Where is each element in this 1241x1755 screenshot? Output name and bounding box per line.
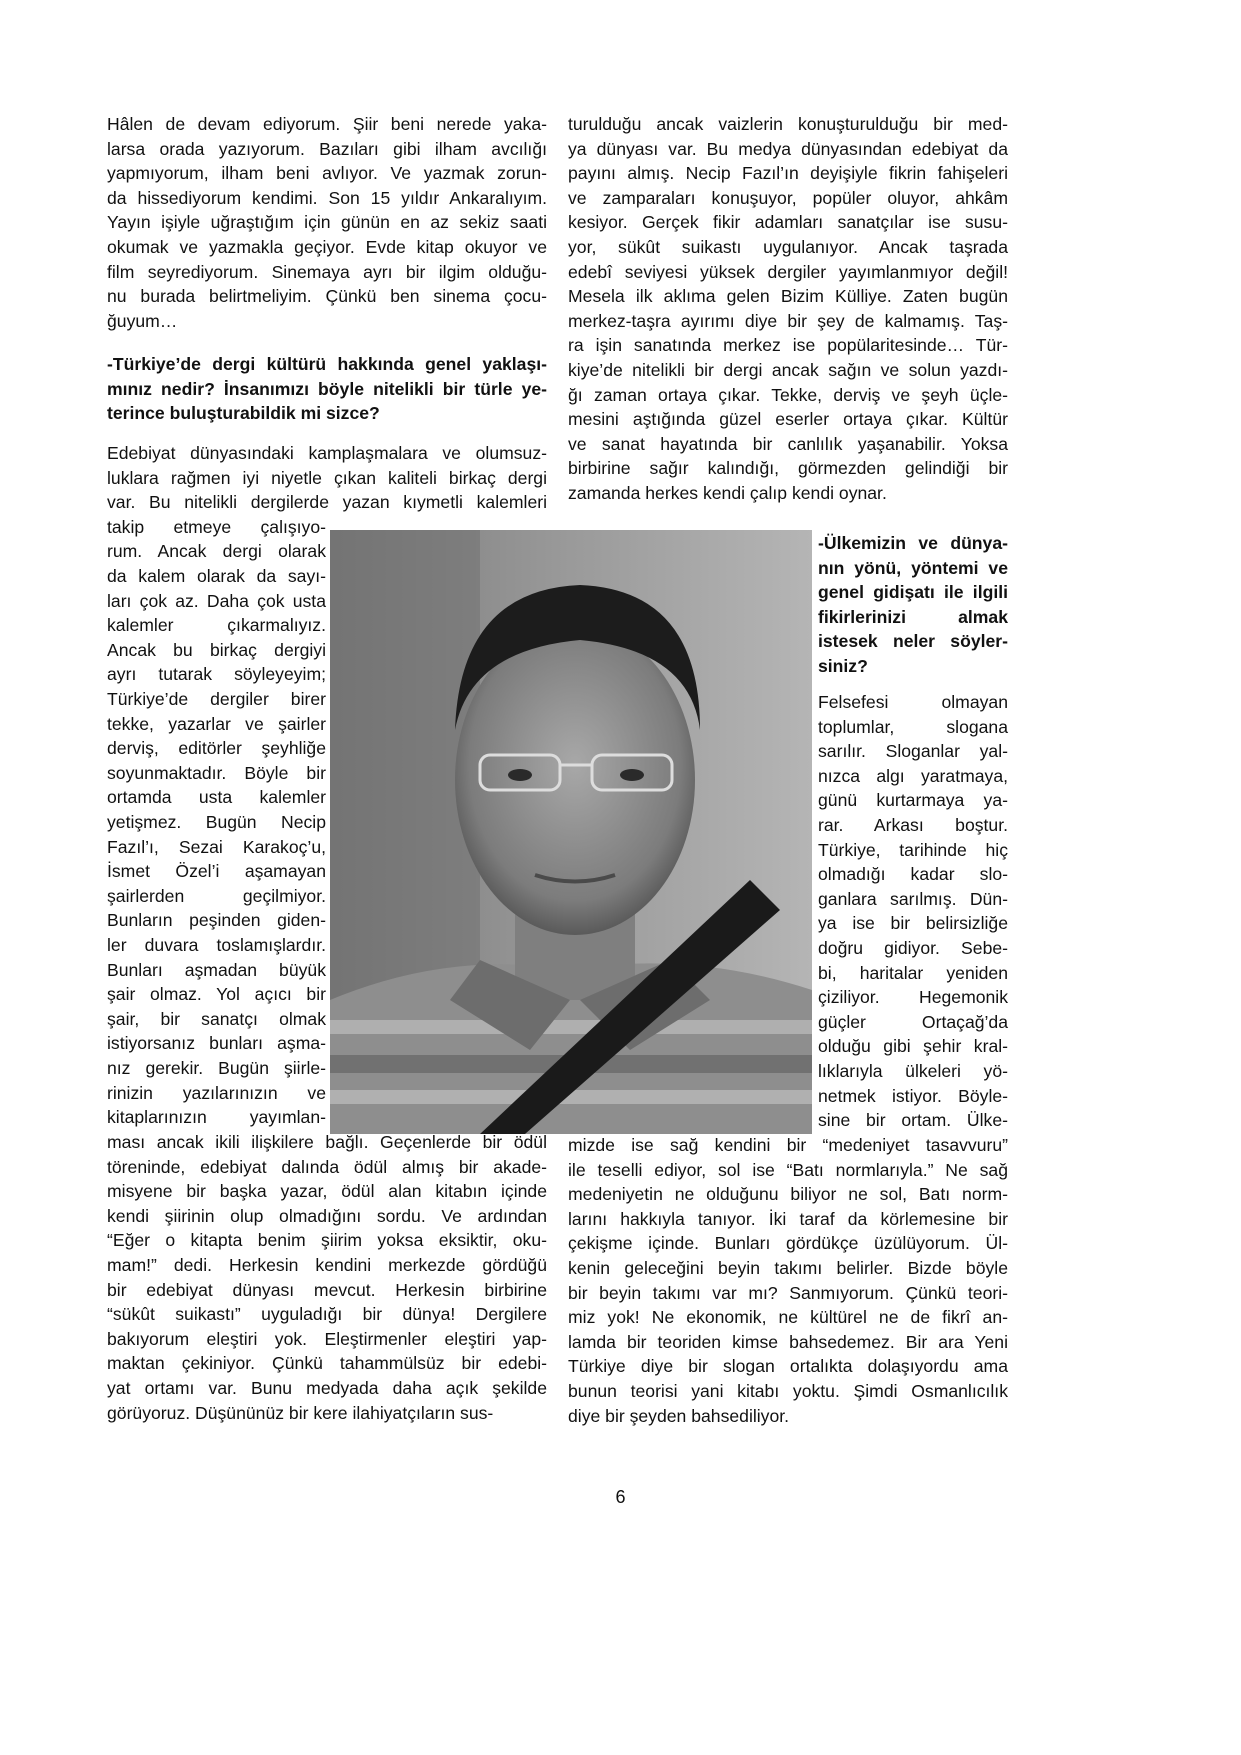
question-line: -Ülkemizin ve dünya- [818,533,1008,553]
paragraph-line: merkez-taşra ayırımı diye bir şey de kalmamış. Taş- [568,310,1008,331]
paragraph-line: rar. Arkası boştur. [818,815,1008,835]
paragraph-line: yetişmez. Bugün Necip [107,812,326,832]
paragraph-line: mizde ise sağ kendini bir “medeniyet tasavvuru” [568,1135,1008,1155]
paragraph-line: medeniyetin ne olduğunu biliyor ne sol, Batı norm- [568,1184,1008,1205]
paragraph-line: töreninde, edebiyat dalında ödül almış bir akade- [107,1156,547,1177]
question-line: nın yönü, yöntemi ve [818,557,1008,578]
paragraph-line: çekişme içinde. Bunları gördükçe üzülüyorum. Ül- [568,1233,1008,1254]
question-line: siniz? [818,656,868,676]
paragraph-line: ve sanat hayatında bir canlılık yaşanabilir. Yoksa [568,433,1008,454]
paragraph-line: ile teselli ediyor, sol ise “Batı normlarıyla.” Ne sağ [568,1159,1008,1180]
question-line: terince buluşturabildik mi sizce? [107,403,380,424]
paragraph-line: ayrı tutarak söyleyeyim; [107,664,326,685]
paragraph-line: larsa orada yazıyorum. Bazıları gibi ilham avcılığı [107,138,547,159]
paragraph-line: ganlara sarılmış. Dün- [818,888,1008,909]
paragraph-line: maktan çekiniyor. Çünkü tahammülsüz bir edebi- [107,1353,547,1374]
paragraph-line: luklara rağmen iyi niyetle çıkan kaliteli birkaç dergi [107,467,547,488]
paragraph-line: tekke, yazarlar ve şairler [107,713,326,734]
paragraph-line: birbirine sağır kalındığı, görmezden gelindiği bir [568,458,1008,479]
paragraph-line: film seyrediyorum. Sinemaya ayrı bir ilgim olduğu- [107,261,547,282]
paragraph-line: ğuyum… [107,310,178,331]
paragraph-line: Edebiyat dünyasındaki kamplaşmalara ve olumsuz- [107,443,547,463]
paragraph-line: günü kurtarmaya ya- [818,790,1008,811]
paragraph-line: bir beyin takımı var mı? Sanmıyorum. Çünkü teori- [568,1282,1008,1303]
paragraph-line: rum. Ancak dergi olarak [107,541,326,562]
paragraph-line: görüyoruz. Düşününüz bir kere ilahiyatçıların sus- [107,1402,494,1423]
paragraph-line: Bunların peşinden giden- [107,910,326,931]
paragraph-line: Felsefesi olmayan [818,692,1008,712]
paragraph-line: netmek istiyor. Böyle- [818,1085,1008,1106]
paragraph-line: Hâlen de devam ediyorum. Şiir beni nerede yaka- [107,114,547,134]
paragraph-line: istiyorsanız bunları aşma- [107,1033,326,1054]
paragraph-line: kendi şiirinin olup olmadığını sordu. Ve ardından [107,1205,547,1226]
paragraph-line: çiziliyor. Hegemonik [818,987,1008,1008]
paragraph-line: olduğu gibi şehir kral- [818,1036,1008,1057]
paragraph-line: Türkiye, tarihinde hiç [818,839,1008,860]
paragraph-line: da kalem olarak da sayı- [107,566,326,586]
paragraph-line: ması ancak ikili ilişkilere bağlı. Geçenlerde bir ödül [107,1132,547,1152]
paragraph-line: zamanda herkes kendi çalıp kendi oynar. [568,483,887,503]
paragraph-line: turulduğu ancak vaizlerin konuşturulduğu bir med- [568,114,1008,134]
paragraph-line: kitaplarınızın yayımlan- [107,1107,326,1128]
question-line: mınız nedir? İnsanımızı böyle nitelikli bir türle ye- [107,378,547,399]
paragraph-line: ları çok az. Daha çok usta [107,590,326,611]
paragraph-line: payını almış. Necip Fazıl’ın deyişiyle fikrin fahişeleri [568,163,1008,184]
paragraph-line: lıklarıyla ülkeleri yö- [818,1061,1008,1081]
paragraph-line: ve zamparaları konuşuyor, popüler oluyor, ahkâm [568,187,1008,208]
paragraph-line: bi, haritalar yeniden [818,962,1008,983]
paragraph-line: rinizin yazılarınızın ve [107,1082,326,1103]
paragraph-line: var. Bu nitelikli dergilerde yazan kıymetli kalemleri [107,492,547,513]
question-line: fikirlerinizi almak [818,606,1008,627]
page-number: 6 [615,1487,626,1507]
paragraph-line: bir edebiyat dünyası mevcut. Herkesin birbirine [107,1279,547,1300]
paragraph-line: yor, sükût suikastı uygulanıyor. Ancak taşrada [568,237,1008,257]
paragraph-line: mesini aştığında güzel eserler ortaya çıkar. Kültür [568,409,1008,430]
portrait-image [330,530,812,1134]
paragraph-line: soyunmaktadır. Böyle bir [107,762,326,783]
paragraph-line: nız gerekir. Bugün şiirle- [107,1058,326,1078]
paragraph-line: ya ise bir belirsizliğe [818,913,1008,934]
paragraph-line: kesiyor. Gerçek fikir adamları sanatçılar ise susu- [568,212,1008,233]
question-line: -Türkiye’de dergi kültürü hakkında genel yaklaşı- [107,354,547,374]
paragraph-line: Türkiye diye bir slogan ortalıkta dolaşıyordu ama [568,1356,1008,1377]
paragraph-line: edebî seviyesi yüksek dergiler yayımlanmıyor değil! [568,261,1008,282]
paragraph-line: misyene bir başka yazar, ödül alan kitabın içinde [107,1181,547,1202]
paragraph-line: ortamda usta kalemler [107,787,326,808]
paragraph-line: ya dünyası var. Bu medya dünyasından edebiyat da [568,138,1008,159]
paragraph-line: sarılır. Sloganlar yal- [818,741,1008,762]
paragraph-line: bunun teorisi yani kitabı yoktu. Şimdi Osmanlıcılık [568,1381,1008,1401]
paragraph-line: lamda bir teoriden kimse bahsedemez. Bir ara Yeni [568,1331,1008,1352]
question-line: istesek neler söyler- [818,631,1008,652]
paragraph-line: okumak ve yazmakla geçiyor. Evde kitap okuyor ve [107,237,547,257]
paragraph-line: nızca algı yaratmaya, [818,765,1008,786]
paragraph-line: sine bir ortam. Ülke- [818,1110,1008,1131]
paragraph-line: takip etmeye çalışıyo- [107,516,326,537]
paragraph-line: ra işin sanatında merkez ise popülaritesinde… Tür- [568,335,1008,356]
paragraph-line: derviş, editörler şeyhliğe [107,738,326,759]
paragraph-line: miz yok! Ne ekonomik, ne kültürel ne de fikrî an- [568,1307,1008,1328]
paragraph-line: yat ortamı var. Bunu medyada daha açık şekilde [107,1378,547,1398]
paragraph-line: ler duvara toslamışlardır. [107,935,326,955]
paragraph-line: diye bir şeyden bahsediliyor. [568,1405,790,1426]
paragraph-line: “Eğer o kitapta benim şiirim yoksa eksiktir, oku- [107,1230,547,1251]
paragraph-line: Türkiye’de dergiler birer [107,689,326,709]
paragraph-line: kalemler çıkarmalıyız. [107,615,326,636]
paragraph-line: güçler Ortaçağ’da [818,1011,1008,1032]
paragraph-line: larını hakkıyla tanıyor. İki taraf da körlemesine bir [568,1208,1008,1229]
paragraph-line: bakıyorum eleştiri yok. Eleştirmenler eleştiri yap- [107,1328,547,1349]
paragraph-line: İsmet Özel’i aşamayan [107,861,326,882]
paragraph-line: da hissediyorum kendimi. Son 15 yıldır Ankaralıyım. [107,187,547,208]
paragraph-line: mam!” dedi. Herkesin kendini merkezde gördüğü [107,1255,547,1275]
paragraph-line: ğı zaman ortaya çıkar. Tekke, derviş ve şeyh üçle- [568,384,1008,405]
paragraph-line: “sükût suikastı” uyguladığı bir dünya! Dergilere [107,1304,547,1325]
paragraph-line: Mesela ilk aklıma gelen Bizim Külliye. Zaten bugün [568,286,1008,307]
paragraph-line: doğru gidiyor. Sebe- [818,938,1008,958]
paragraph-line: olmadığı kadar slo- [818,864,1008,885]
paragraph-line: Ancak bu birkaç dergiyi [107,639,326,660]
paragraph-line: toplumlar, slogana [818,716,1008,737]
question-line: genel gidişatı ile ilgili [818,582,1008,603]
paragraph-line: Yayın işiyle uğraştığım için günün en az sekiz saati [107,212,547,233]
paragraph-line: kiye’de nitelikli bir dergi ancak sağın ve solun yazdı- [568,360,1008,380]
paragraph-line: nu burada belirtmeliyim. Çünkü ben sinema çocu- [107,286,547,307]
paragraph-line: kenin geleceğini beyin takımı belirler. Bizde böyle [568,1258,1008,1278]
paragraph-line: şairlerden geçilmiyor. [107,885,326,906]
paragraph-line: yapmıyorum, ilham beni avlıyor. Ve yazmak zorun- [107,163,547,184]
paragraph-line: şair olmaz. Yol açıcı bir [107,984,326,1005]
paragraph-line: Fazıl’ı, Sezai Karakoç’u, [107,836,326,857]
paragraph-line: Bunları aşmadan büyük [107,959,326,980]
portrait-photo [330,530,812,1134]
paragraph-line: şair, bir sanatçı olmak [107,1008,326,1029]
